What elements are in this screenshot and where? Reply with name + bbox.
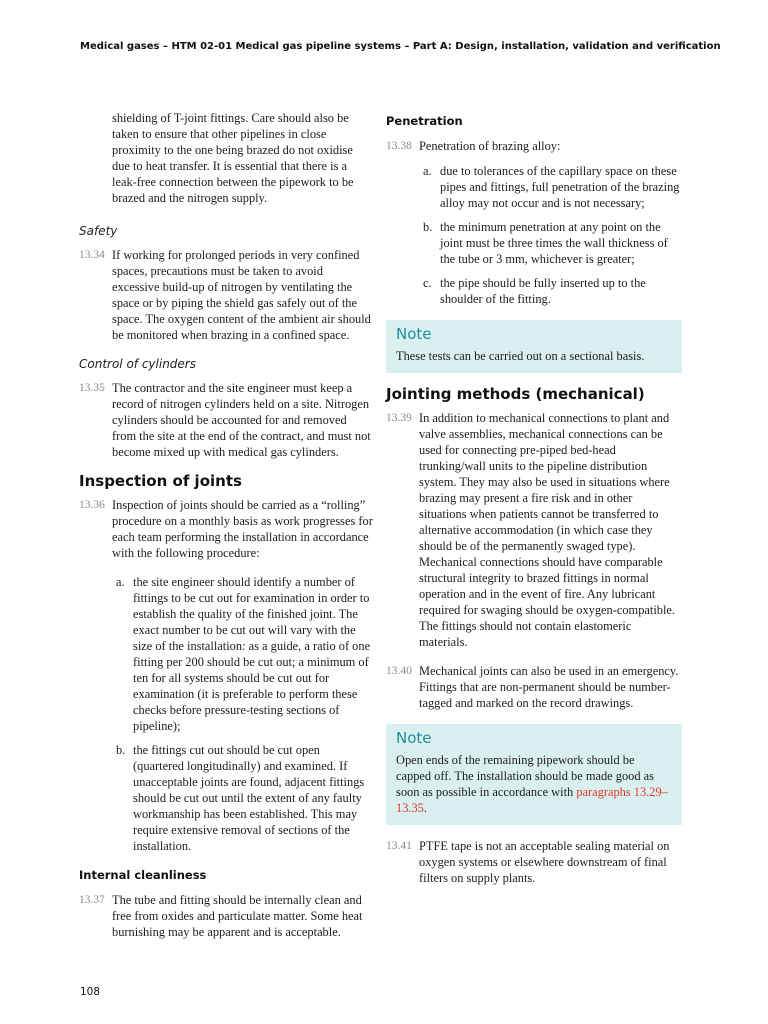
paragraph-13-39 [386, 410, 682, 650]
paragraph-text: Inspection of joints should be carried as a “rolling” procedure on a monthly basis as work progresses for each team performing the installation in accordance with the following procedure: [112, 498, 373, 560]
paragraph-text: The contractor and the site engineer must keep a record of nitrogen cylinders held on a site. Nitrogen cylinders should be accounted for and removed from the site at the end of the contract, and must not become mixed up with medical gas cylinders. [112, 381, 371, 459]
paragraph-number: 13.35 [79, 382, 105, 394]
list-label: a. [116, 575, 125, 589]
paragraph-number: 13.38 [386, 140, 412, 152]
list-item [422, 163, 682, 211]
control-of-cylinders-heading: Control of cylinders [79, 357, 196, 371]
penetration-heading: Penetration [386, 114, 463, 128]
note-text-after: . [423, 801, 427, 815]
paragraph-13-41 [386, 838, 682, 886]
paragraph-number: 13.34 [79, 249, 105, 261]
paragraph-text: Mechanical joints can also be used in an emergency. Fittings that are non-permanent should be number-tagged and marked on the record drawings. [419, 664, 679, 710]
list-item [115, 742, 373, 854]
list-item [422, 275, 682, 307]
inspection-procedure-list [115, 574, 373, 854]
right-column [386, 110, 682, 899]
paragraph-text: The tube and fitting should be internally clean and free from oxides and particulate matter. Some heat burnishing may be apparent and is acceptable. [112, 893, 363, 939]
continuation-paragraph [79, 110, 373, 206]
safety-heading: Safety [79, 224, 118, 238]
list-item [422, 219, 682, 267]
inspection-of-joints-heading: Inspection of joints [79, 472, 242, 490]
internal-cleanliness-heading: Internal cleanliness [79, 868, 207, 882]
paragraph-number: 13.39 [386, 412, 412, 424]
paragraph-13-35 [79, 380, 373, 460]
list-label: b. [116, 743, 126, 757]
list-text: due to tolerances of the capillary space on these pipes and fittings, full penetration of the brazing alloy may not occur and is not necessary; [440, 164, 680, 210]
note-text-before: Open ends of the remaining pipework should be capped off. The installation should be made good as soon as possible in accordance with [396, 753, 654, 799]
paragraph-text: PTFE tape is not an acceptable sealing material on oxygen systems or elsewhere downstream of final filters on supply plants. [419, 839, 670, 885]
paragraph-number: 13.41 [386, 840, 412, 852]
list-text: the minimum penetration at any point on the joint must be three times the wall thickness of the tube or 3 mm, whichever is greater; [440, 220, 668, 266]
paragraph-13-34 [79, 247, 373, 343]
continuation-text: shielding of T-joint fittings. Care should also be taken to ensure that other pipelines in close proximity to the one being brazed do not oxidise due to heat transfer. It is essential that there is a leak-free connection between the pipework to be brazed and the nitrogen supply. [112, 111, 354, 205]
list-text: the site engineer should identify a number of fittings to be cut out for examination in order to establish the quality of the finished joint. The exact number to be cut out will vary with the size of the installation: as a guide, a ratio of one fitting per 200 should be cut out; a minimum of ten for all systems should be cut out for examination (it is preferable to perform these checks before pressure-testing sections of pipeline); [133, 575, 371, 733]
paragraph-text: Penetration of brazing alloy: [419, 139, 561, 153]
list-label: a. [423, 164, 432, 178]
jointing-methods-heading: Jointing methods (mechanical) [386, 385, 645, 403]
paragraph-number: 13.40 [386, 665, 412, 677]
list-label: c. [423, 276, 432, 290]
note-text: These tests can be carried out on a sectional basis. [396, 349, 645, 363]
left-column [79, 110, 373, 953]
list-text: the pipe should be fully inserted up to the shoulder of the fitting. [440, 276, 646, 306]
running-header: Medical gases – HTM 02-01 Medical gas pipeline systems – Part A: Design, installation, validation and verification [80, 41, 721, 52]
note-title: Note [396, 325, 432, 343]
note-title: Note [396, 729, 432, 747]
penetration-list [422, 163, 682, 307]
paragraph-text: In addition to mechanical connections to plant and valve assemblies, mechanical connections can be used for connecting pre-piped bed-head trunking/wall units to the pipeline distribution system. They may also be used in situations where brazing may present a fire risk and in other situations when patients cannot be transferred to alternative accommodation (in which case they should be of the permanently swaged type). Mechanical connections should have comparable structural integrity to brazed fittings in normal operation and in the event of fire. Any lubricant required for swaging should be oxygen-compatible. The fittings should not contain elastomeric materials. [419, 411, 676, 649]
list-label: b. [423, 220, 433, 234]
list-text: the fittings cut out should be cut open (quartered longitudinally) and examined. If unacceptable joints are found, adjacent fittings should be cut out until the extent of any faulty workmanship has been established. This may require extensive removal of sections of the installation. [133, 743, 365, 853]
paragraph-number: 13.37 [79, 894, 105, 906]
paragraph-13-38 [386, 138, 682, 154]
paragraph-number: 13.36 [79, 499, 105, 511]
paragraph-reference-link[interactable]: paragraphs 13.29–13.35 [396, 785, 668, 815]
paragraph-13-36 [79, 497, 373, 561]
paragraph-13-40 [386, 663, 682, 711]
list-item [115, 574, 373, 734]
paragraph-text: If working for prolonged periods in very confined spaces, precautions must be taken to avoid excessive build-up of nitrogen by ventilating the space or by piping the shield gas safely out of the space. The oxygen content of the ambient air should be monitored when brazing in a confined space. [112, 248, 371, 342]
note-box [386, 320, 682, 373]
note-text [396, 752, 672, 816]
page-number: 108 [80, 986, 101, 998]
note-box [386, 724, 682, 825]
paragraph-13-37 [79, 892, 373, 940]
